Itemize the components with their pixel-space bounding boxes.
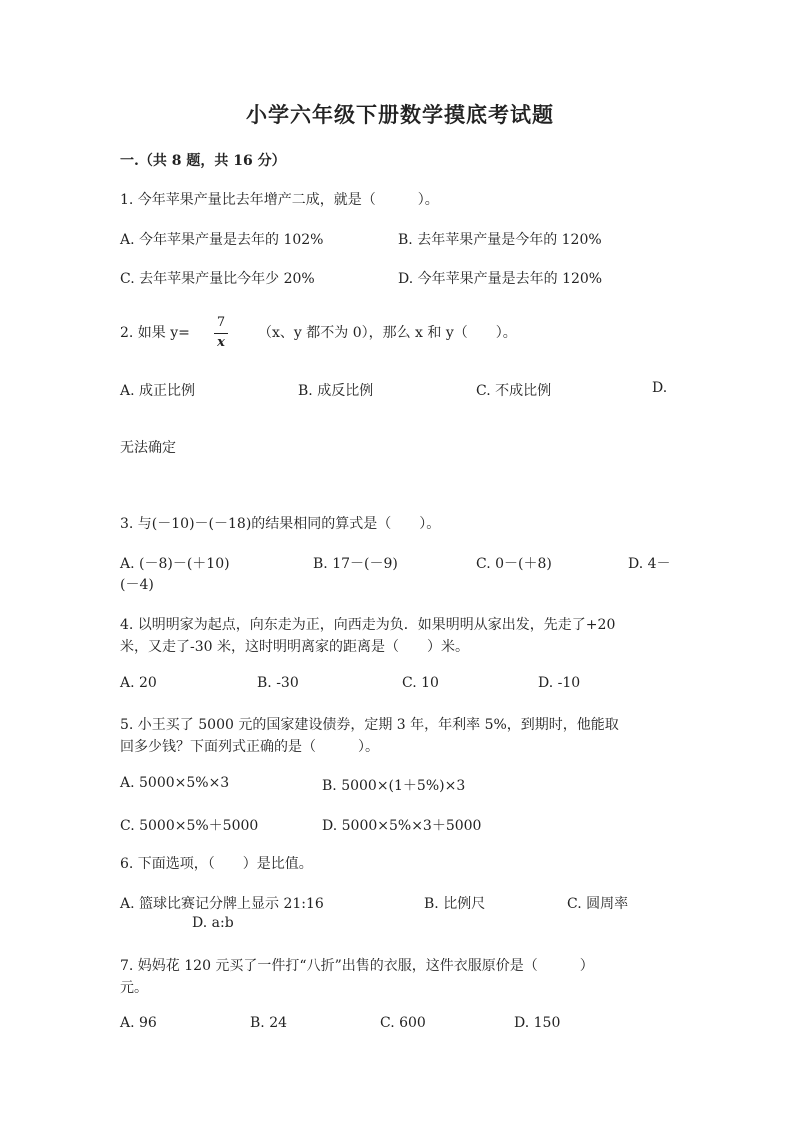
- q1-option-b[interactable]: B. 去年苹果产量是今年的 120%: [398, 232, 602, 248]
- q4-option-b[interactable]: B. -30: [257, 675, 299, 691]
- page-title: 小学六年级下册数学摸底考试题: [246, 102, 554, 127]
- q6-option-b[interactable]: B. 比例尺: [424, 896, 486, 912]
- q4-option-c[interactable]: C. 10: [402, 675, 439, 691]
- q4-stem-line1: 4. 以明明家为起点，向东走为正，向西走为负．如果明明从家出发，先走了+20: [120, 617, 616, 633]
- q7-stem-line2: 元。: [120, 980, 148, 996]
- q3-option-c[interactable]: C. 0－(＋8): [476, 556, 552, 572]
- q2-fraction-bar: [214, 333, 228, 334]
- q5-stem-line2: 回多少钱？下面列式正确的是（ ）。: [120, 739, 379, 755]
- q6-option-c[interactable]: C. 圆周率: [567, 896, 629, 912]
- q1-stem: 1. 今年苹果产量比去年增产二成，就是（ ）。: [120, 192, 439, 208]
- q4-stem-line2: 米，又走了-30 米，这时明明离家的距离是（ ）米。: [120, 639, 469, 655]
- q4-option-d[interactable]: D. -10: [538, 675, 581, 691]
- q5-stem-line1: 5. 小王买了 5000 元的国家建设债券，定期 3 年，年利率 5%，到期时，他能取: [120, 717, 619, 733]
- q2-fraction-denominator: x: [217, 335, 225, 350]
- q7-option-a[interactable]: A. 96: [120, 1015, 157, 1031]
- q3-option-d-line2[interactable]: (－4): [120, 577, 154, 593]
- q7-option-c[interactable]: C. 600: [380, 1015, 426, 1031]
- q4-option-a[interactable]: A. 20: [120, 675, 157, 691]
- q6-option-a[interactable]: A. 篮球比赛记分牌上显示 21:16: [120, 896, 324, 912]
- q2-option-b[interactable]: B. 成反比例: [298, 383, 374, 399]
- q3-stem: 3. 与(－10)－(－18)的结果相同的算式是（ ）。: [120, 516, 441, 532]
- q1-option-c[interactable]: C. 去年苹果产量比今年少 20%: [120, 271, 315, 287]
- q1-option-d[interactable]: D. 今年苹果产量是去年的 120%: [398, 271, 603, 287]
- q5-option-b[interactable]: B. 5000×(1＋5%)×3: [322, 778, 466, 794]
- q5-option-a[interactable]: A. 5000×5%×3: [120, 775, 230, 791]
- q5-option-d[interactable]: D. 5000×5%×3＋5000: [322, 818, 482, 834]
- q1-option-a[interactable]: A. 今年苹果产量是去年的 102%: [120, 232, 324, 248]
- section-heading: 一.（共 8 题，共 16 分）: [120, 153, 286, 169]
- q3-option-d-line1[interactable]: D. 4－: [628, 556, 671, 572]
- q7-option-b[interactable]: B. 24: [250, 1015, 288, 1031]
- q5-option-c[interactable]: C. 5000×5%＋5000: [120, 818, 259, 834]
- q2-option-d-label[interactable]: D.: [652, 380, 668, 396]
- q6-stem: 6. 下面选项，（ ）是比值。: [120, 856, 313, 872]
- q2-option-c[interactable]: C. 不成比例: [476, 383, 552, 399]
- q3-option-a[interactable]: A. (－8)－(＋10): [120, 556, 230, 572]
- q2-option-d-text[interactable]: 无法确定: [120, 440, 176, 456]
- q2-fraction: [214, 316, 228, 350]
- q2-fraction-numerator: 7: [216, 315, 226, 330]
- q3-option-b[interactable]: B. 17－(－9): [313, 556, 398, 572]
- q7-stem-line1: 7. 妈妈花 120 元买了一件打“八折”出售的衣服，这件衣服原价是（ ）: [120, 958, 594, 974]
- q2-option-a[interactable]: A. 成正比例: [120, 383, 196, 399]
- q6-option-d[interactable]: D. a:b: [192, 915, 234, 931]
- q2-stem-suffix: （x、y 都不为 0），那么 x 和 y（ ）。: [258, 325, 517, 341]
- q7-option-d[interactable]: D. 150: [514, 1015, 561, 1031]
- q2-stem-prefix: 2. 如果 y=: [120, 325, 190, 341]
